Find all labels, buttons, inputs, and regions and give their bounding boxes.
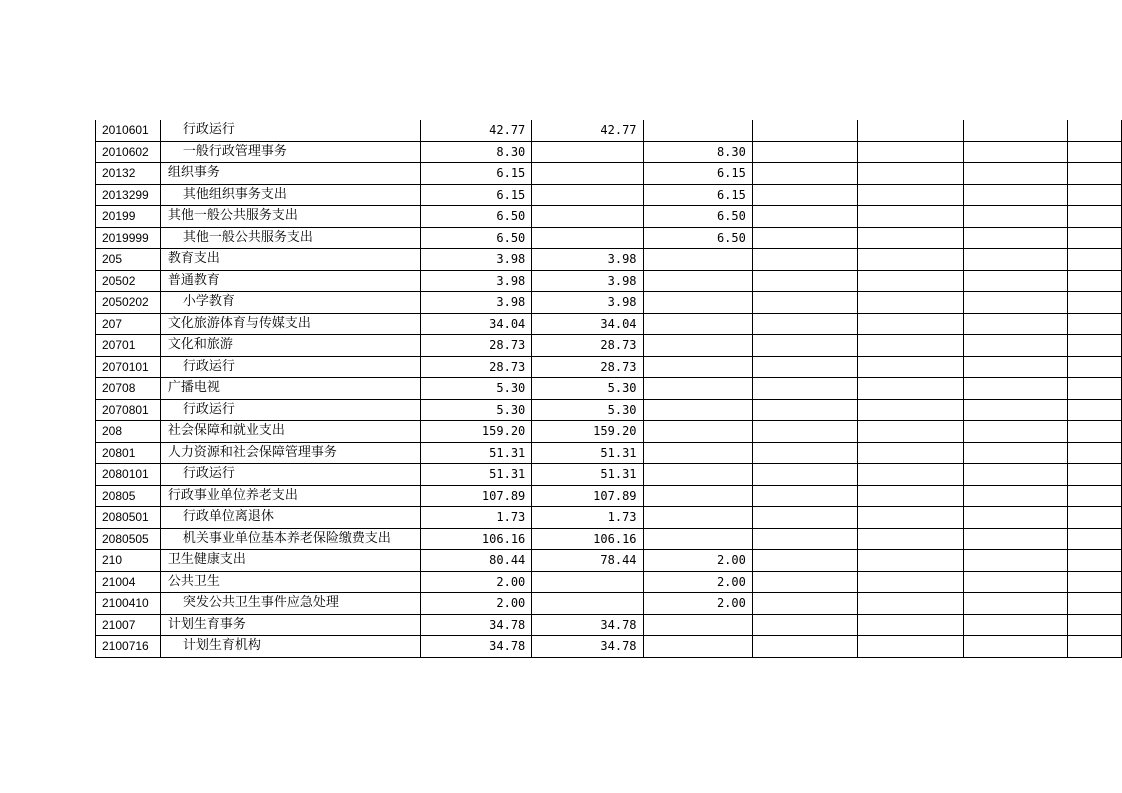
amount-cell-7 [1068,270,1122,292]
table-row [96,163,1122,185]
amount-cell-4 [752,399,857,421]
table-body [96,120,1122,657]
amount-cell-5 [858,464,963,486]
amount-cell-4 [752,421,857,443]
subject-code-cell: 207 [96,313,161,335]
subject-code-cell: 20132 [96,163,161,185]
amount-cell-4 [752,614,857,636]
project-expense-cell [643,249,752,271]
amount-cell-5 [858,442,963,464]
subject-name-cell: 组织事务 [160,163,420,185]
basic-expense-cell [532,184,643,206]
basic-expense-cell [532,141,643,163]
total-amount-cell: 106.16 [421,528,532,550]
subject-code-cell: 2070801 [96,399,161,421]
amount-cell-7 [1068,614,1122,636]
subject-name-cell: 其他一般公共服务支出 [160,227,420,249]
amount-cell-4 [752,528,857,550]
total-amount-cell: 28.73 [421,335,532,357]
basic-expense-cell: 3.98 [532,270,643,292]
subject-code-cell: 2070101 [96,356,161,378]
subject-name-cell: 其他一般公共服务支出 [160,206,420,228]
amount-cell-4 [752,120,857,141]
amount-cell-6 [963,528,1068,550]
subject-name-cell: 计划生育事务 [160,614,420,636]
subject-name-cell: 公共卫生 [160,571,420,593]
subject-code-cell: 210 [96,550,161,572]
project-expense-cell [643,292,752,314]
subject-name-cell: 人力资源和社会保障管理事务 [160,442,420,464]
total-amount-cell: 5.30 [421,378,532,400]
amount-cell-5 [858,120,963,141]
subject-code-cell: 2019999 [96,227,161,249]
table-row [96,184,1122,206]
total-amount-cell: 1.73 [421,507,532,529]
amount-cell-4 [752,571,857,593]
subject-code-cell: 20805 [96,485,161,507]
amount-cell-7 [1068,485,1122,507]
basic-expense-cell: 28.73 [532,335,643,357]
basic-expense-cell: 42.77 [532,120,643,141]
table-row [96,227,1122,249]
amount-cell-7 [1068,184,1122,206]
amount-cell-4 [752,141,857,163]
total-amount-cell: 3.98 [421,292,532,314]
amount-cell-7 [1068,227,1122,249]
amount-cell-6 [963,120,1068,141]
table-row [96,614,1122,636]
amount-cell-7 [1068,399,1122,421]
amount-cell-5 [858,313,963,335]
subject-code-cell: 2010601 [96,120,161,141]
subject-name-cell: 突发公共卫生事件应急处理 [160,593,420,615]
project-expense-cell [643,120,752,141]
amount-cell-6 [963,507,1068,529]
total-amount-cell: 80.44 [421,550,532,572]
amount-cell-7 [1068,249,1122,271]
amount-cell-4 [752,163,857,185]
total-amount-cell: 6.50 [421,227,532,249]
table-row [96,270,1122,292]
total-amount-cell: 3.98 [421,249,532,271]
amount-cell-6 [963,593,1068,615]
project-expense-cell: 2.00 [643,593,752,615]
project-expense-cell: 6.15 [643,163,752,185]
amount-cell-5 [858,270,963,292]
project-expense-cell [643,507,752,529]
amount-cell-6 [963,464,1068,486]
project-expense-cell [643,356,752,378]
subject-name-cell: 计划生育机构 [160,636,420,658]
table-row [96,593,1122,615]
amount-cell-5 [858,614,963,636]
amount-cell-5 [858,227,963,249]
total-amount-cell: 34.04 [421,313,532,335]
table-row [96,120,1122,141]
project-expense-cell: 6.50 [643,227,752,249]
table-row [96,550,1122,572]
total-amount-cell: 8.30 [421,141,532,163]
total-amount-cell: 159.20 [421,421,532,443]
amount-cell-6 [963,356,1068,378]
amount-cell-7 [1068,421,1122,443]
basic-expense-cell: 34.78 [532,636,643,658]
amount-cell-6 [963,227,1068,249]
total-amount-cell: 28.73 [421,356,532,378]
project-expense-cell: 8.30 [643,141,752,163]
table-row [96,399,1122,421]
table-row [96,313,1122,335]
subject-code-cell: 2080101 [96,464,161,486]
amount-cell-6 [963,206,1068,228]
subject-code-cell: 20801 [96,442,161,464]
amount-cell-4 [752,184,857,206]
subject-name-cell: 行政运行 [160,464,420,486]
subject-name-cell: 普通教育 [160,270,420,292]
amount-cell-7 [1068,163,1122,185]
amount-cell-5 [858,485,963,507]
amount-cell-6 [963,335,1068,357]
total-amount-cell: 42.77 [421,120,532,141]
project-expense-cell [643,399,752,421]
project-expense-cell [643,485,752,507]
project-expense-cell [643,270,752,292]
table-row [96,206,1122,228]
amount-cell-7 [1068,550,1122,572]
amount-cell-6 [963,421,1068,443]
amount-cell-5 [858,550,963,572]
amount-cell-4 [752,485,857,507]
basic-expense-cell: 3.98 [532,292,643,314]
amount-cell-5 [858,636,963,658]
total-amount-cell: 34.78 [421,614,532,636]
total-amount-cell: 107.89 [421,485,532,507]
amount-cell-5 [858,507,963,529]
subject-name-cell: 社会保障和就业支出 [160,421,420,443]
basic-expense-cell: 34.78 [532,614,643,636]
basic-expense-cell: 34.04 [532,313,643,335]
amount-cell-4 [752,550,857,572]
subject-name-cell: 卫生健康支出 [160,550,420,572]
subject-name-cell: 行政事业单位养老支出 [160,485,420,507]
amount-cell-5 [858,421,963,443]
amount-cell-5 [858,292,963,314]
table-row [96,636,1122,658]
table-row [96,485,1122,507]
amount-cell-6 [963,184,1068,206]
table-row [96,571,1122,593]
amount-cell-7 [1068,141,1122,163]
amount-cell-7 [1068,636,1122,658]
basic-expense-cell [532,593,643,615]
amount-cell-4 [752,593,857,615]
amount-cell-4 [752,464,857,486]
amount-cell-6 [963,442,1068,464]
amount-cell-5 [858,356,963,378]
subject-name-cell: 广播电视 [160,378,420,400]
amount-cell-5 [858,335,963,357]
amount-cell-7 [1068,206,1122,228]
amount-cell-4 [752,292,857,314]
project-expense-cell [643,313,752,335]
amount-cell-4 [752,636,857,658]
amount-cell-7 [1068,120,1122,141]
amount-cell-5 [858,141,963,163]
amount-cell-7 [1068,335,1122,357]
amount-cell-6 [963,313,1068,335]
amount-cell-5 [858,249,963,271]
basic-expense-cell: 28.73 [532,356,643,378]
amount-cell-4 [752,335,857,357]
amount-cell-6 [963,485,1068,507]
total-amount-cell: 3.98 [421,270,532,292]
table-row [96,528,1122,550]
subject-code-cell: 20701 [96,335,161,357]
subject-code-cell: 205 [96,249,161,271]
table-row [96,507,1122,529]
subject-code-cell: 2013299 [96,184,161,206]
amount-cell-7 [1068,528,1122,550]
amount-cell-5 [858,378,963,400]
amount-cell-5 [858,206,963,228]
project-expense-cell [643,636,752,658]
amount-cell-4 [752,227,857,249]
subject-code-cell: 21004 [96,571,161,593]
amount-cell-4 [752,378,857,400]
basic-expense-cell: 107.89 [532,485,643,507]
total-amount-cell: 51.31 [421,464,532,486]
table-row [96,292,1122,314]
amount-cell-6 [963,636,1068,658]
subject-name-cell: 行政单位离退休 [160,507,420,529]
subject-code-cell: 2080505 [96,528,161,550]
project-expense-cell: 2.00 [643,550,752,572]
amount-cell-7 [1068,292,1122,314]
amount-cell-7 [1068,356,1122,378]
subject-code-cell: 2100716 [96,636,161,658]
project-expense-cell: 6.15 [643,184,752,206]
subject-name-cell: 其他组织事务支出 [160,184,420,206]
subject-name-cell: 文化旅游体育与传媒支出 [160,313,420,335]
basic-expense-cell [532,571,643,593]
table-row [96,378,1122,400]
basic-expense-cell [532,227,643,249]
project-expense-cell [643,614,752,636]
table-row [96,356,1122,378]
amount-cell-6 [963,571,1068,593]
budget-expenditure-table [95,120,1122,658]
amount-cell-5 [858,593,963,615]
project-expense-cell [643,528,752,550]
amount-cell-6 [963,399,1068,421]
subject-code-cell: 208 [96,421,161,443]
amount-cell-7 [1068,593,1122,615]
amount-cell-4 [752,442,857,464]
project-expense-cell: 6.50 [643,206,752,228]
subject-code-cell: 20502 [96,270,161,292]
subject-code-cell: 2080501 [96,507,161,529]
subject-name-cell: 小学教育 [160,292,420,314]
basic-expense-cell: 106.16 [532,528,643,550]
total-amount-cell: 5.30 [421,399,532,421]
subject-code-cell: 20708 [96,378,161,400]
subject-name-cell: 行政运行 [160,399,420,421]
amount-cell-7 [1068,442,1122,464]
subject-code-cell: 2010602 [96,141,161,163]
amount-cell-6 [963,249,1068,271]
total-amount-cell: 2.00 [421,593,532,615]
project-expense-cell [643,421,752,443]
basic-expense-cell: 78.44 [532,550,643,572]
basic-expense-cell: 3.98 [532,249,643,271]
total-amount-cell: 34.78 [421,636,532,658]
table-row [96,335,1122,357]
subject-name-cell: 行政运行 [160,356,420,378]
table-row [96,249,1122,271]
project-expense-cell [643,335,752,357]
amount-cell-6 [963,141,1068,163]
amount-cell-7 [1068,378,1122,400]
table-row [96,464,1122,486]
amount-cell-4 [752,206,857,228]
total-amount-cell: 2.00 [421,571,532,593]
project-expense-cell [643,464,752,486]
project-expense-cell: 2.00 [643,571,752,593]
table-row [96,442,1122,464]
basic-expense-cell: 1.73 [532,507,643,529]
basic-expense-cell: 5.30 [532,399,643,421]
table-row [96,141,1122,163]
amount-cell-6 [963,614,1068,636]
basic-expense-cell: 51.31 [532,442,643,464]
total-amount-cell: 51.31 [421,442,532,464]
subject-code-cell: 21007 [96,614,161,636]
project-expense-cell [643,442,752,464]
table-row [96,421,1122,443]
basic-expense-cell: 159.20 [532,421,643,443]
amount-cell-7 [1068,571,1122,593]
subject-code-cell: 20199 [96,206,161,228]
amount-cell-5 [858,528,963,550]
project-expense-cell [643,378,752,400]
total-amount-cell: 6.15 [421,184,532,206]
subject-code-cell: 2100410 [96,593,161,615]
basic-expense-cell: 5.30 [532,378,643,400]
amount-cell-4 [752,249,857,271]
subject-name-cell: 文化和旅游 [160,335,420,357]
amount-cell-4 [752,356,857,378]
basic-expense-cell [532,206,643,228]
total-amount-cell: 6.50 [421,206,532,228]
amount-cell-4 [752,270,857,292]
amount-cell-5 [858,571,963,593]
total-amount-cell: 6.15 [421,163,532,185]
amount-cell-4 [752,313,857,335]
amount-cell-4 [752,507,857,529]
amount-cell-5 [858,184,963,206]
basic-expense-cell [532,163,643,185]
subject-code-cell: 2050202 [96,292,161,314]
subject-name-cell: 机关事业单位基本养老保险缴费支出 [160,528,420,550]
amount-cell-5 [858,399,963,421]
basic-expense-cell: 51.31 [532,464,643,486]
amount-cell-6 [963,163,1068,185]
subject-name-cell: 一般行政管理事务 [160,141,420,163]
amount-cell-7 [1068,464,1122,486]
amount-cell-7 [1068,313,1122,335]
amount-cell-5 [858,163,963,185]
amount-cell-6 [963,270,1068,292]
subject-name-cell: 教育支出 [160,249,420,271]
amount-cell-7 [1068,507,1122,529]
amount-cell-6 [963,378,1068,400]
subject-name-cell: 行政运行 [160,120,420,141]
amount-cell-6 [963,292,1068,314]
amount-cell-6 [963,550,1068,572]
